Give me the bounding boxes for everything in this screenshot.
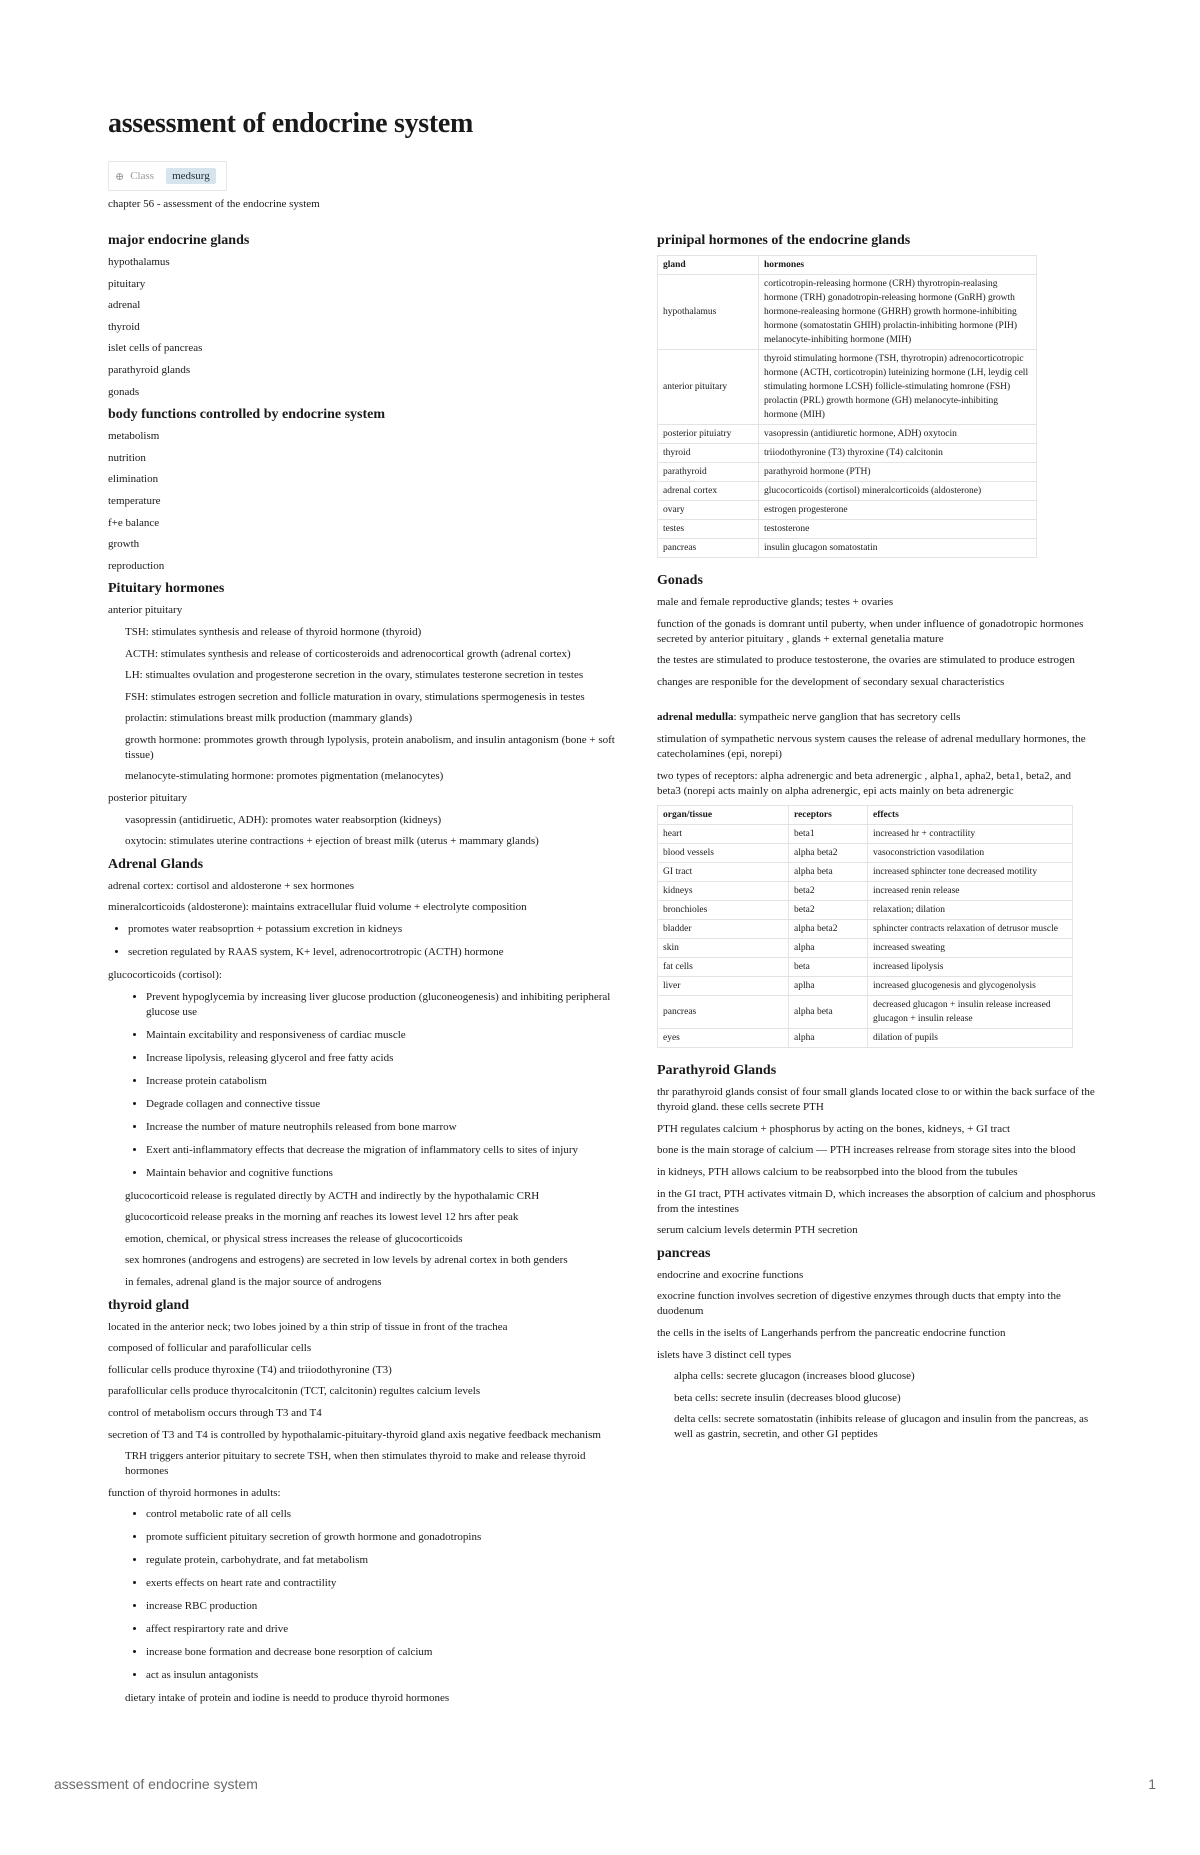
table-row (658, 501, 1037, 520)
paragraph (657, 710, 1097, 725)
table-row (658, 958, 1073, 977)
class-tag[interactable]: medsurg (166, 168, 216, 184)
indented-item: oxytocin: stimulates uterine contractions + ejection of breast milk (uterus + mammary glands) (125, 835, 539, 848)
table-row (658, 425, 1037, 444)
paragraph: function of the gonads is domrant until puberty, when under influence of gonadotropic hormones secreted by anterior pituitary , glands + external genetalia mature (657, 617, 1084, 645)
table-cell: aplha (789, 977, 868, 996)
paragraph: glucocorticoids (cortisol): (108, 969, 222, 982)
table-row (658, 520, 1037, 539)
table-cell: pancreas (658, 539, 759, 558)
chapter-subtitle: chapter 56 - assessment of the endocrine system (108, 198, 320, 210)
left-column (108, 229, 628, 1713)
indented-item: glucocorticoid release preaks in the morning anf reaches its lowest level 12 hrs after peak (125, 1211, 519, 1224)
table-cell: increased hr + contractility (868, 825, 1073, 844)
paragraph: changes are responible for the development of secondary sexual characteristics (657, 675, 1005, 688)
indented-item: beta cells: secrete insulin (decreases blood glucose) (674, 1391, 901, 1404)
section-heading: Parathyroid Glands (657, 1063, 777, 1079)
list-item: hypothalamus (108, 256, 170, 268)
table-row (658, 350, 1037, 425)
table-cell: beta2 (789, 882, 868, 901)
indented-item: dietary intake of protein and iodine is needd to produce thyroid hormones (125, 1692, 450, 1705)
right-column (657, 229, 1097, 1449)
paragraph: anterior pituitary (108, 604, 183, 617)
list-item: pituitary (108, 277, 146, 290)
indented-item: alpha cells: secrete glucagon (increases blood glucose) (674, 1370, 915, 1383)
list-item: nutrition (108, 451, 146, 464)
bullet-item: • Maintain excitability and responsiveness of cardiac muscle (146, 1028, 628, 1043)
section-heading: body functions controlled by endocrine system (108, 407, 386, 423)
table-cell: vasopressin (antidiuretic hormone, ADH) oxytocin (759, 425, 1037, 444)
table-cell: fat cells (658, 958, 789, 977)
table-cell: alpha beta (789, 996, 868, 1029)
table-cell: liver (658, 977, 789, 996)
bullet-item: • Prevent hypoglycemia by increasing liver glucose production (gluconeogenesis) and inhibiting peripheral glucose use (146, 990, 628, 1020)
indented-item: melanocyte-stimulating hormone: promotes pigmentation (melanocytes) (125, 770, 444, 783)
bullet-item: • Degrade collagen and connective tissue (146, 1097, 628, 1112)
bullet-list (108, 1507, 628, 1683)
page-number: 1 (1148, 1776, 1156, 1792)
indented-item: LH: stimualtes ovulation and progesterone secretion in the ovary, stimulates testerone secretion in testes (125, 669, 584, 682)
table-row (658, 482, 1037, 501)
column-header: hormones (759, 256, 1037, 275)
indented-item: glucocorticoid release is regulated directly by ACTH and indirectly by the hypothalamic CRH (125, 1189, 540, 1202)
table-cell: heart (658, 825, 789, 844)
page-title: assessment of endocrine system (108, 108, 474, 139)
paragraph: in kidneys, PTH allows calcium to be reabsorpbed into the blood from the tubules (657, 1165, 1018, 1178)
paragraph: in the GI tract, PTH activates vitmain D, which increases the absorption of calcium and phosphorus from the intestines (657, 1187, 1096, 1215)
section-heading: Pituitary hormones (108, 581, 225, 597)
indented-item: sex homrones (androgens and estrogens) are secreted in low levels by adrenal cortex in both genders (125, 1254, 568, 1267)
table-cell: increased lipolysis (868, 958, 1073, 977)
table-cell: testes (658, 520, 759, 539)
table-cell: posterior pituiatry (658, 425, 759, 444)
table-cell: eyes (658, 1029, 789, 1048)
adrenergic-receptors-table (657, 805, 1073, 1048)
section-heading: pancreas (657, 1245, 711, 1261)
table-header-row (658, 806, 1073, 825)
table-cell: parathyroid (658, 463, 759, 482)
indented-item: vasopressin (antidiruetic, ADH): promotes water reabsorption (kidneys) (125, 813, 442, 826)
table-cell: GI tract (658, 863, 789, 882)
column-header: receptors (789, 806, 868, 825)
bullet-item: • Increase the number of mature neutrophils released from bone marrow (146, 1120, 628, 1135)
list-item: growth (108, 538, 140, 551)
paragraph: secretion of T3 and T4 is controlled by hypothalamic-pituitary-thyroid gland axis negative feedback mechanism (108, 1428, 601, 1441)
paragraph: function of thyroid hormones in adults: (108, 1486, 281, 1499)
paragraph: male and female reproductive glands; testes + ovaries (657, 596, 894, 608)
table-row (658, 444, 1037, 463)
bullet-item: • promotes water reabsoprtion + potassium excretion in kidneys (128, 922, 628, 937)
indented-item: emotion, chemical, or physical stress increases the release of glucocorticoids (125, 1232, 463, 1245)
indented-item: ACTH: stimulates synthesis and release of corticosteroids and adrenocortical growth (adrenal cortex) (125, 647, 571, 660)
bullet-item: • increase bone formation and decrease bone resorption of calcium (146, 1645, 628, 1660)
spacer (657, 696, 1097, 710)
bullet-item: • regulate protein, carbohydrate, and fat metabolism (146, 1553, 628, 1568)
paragraph: adrenal cortex: cortisol and aldosterone + sex hormones (108, 879, 354, 892)
table-cell: decreased glucagon + insulin release increased glucagon + insulin release (868, 996, 1073, 1029)
list-item: islet cells of pancreas (108, 342, 203, 355)
table-row (658, 977, 1073, 996)
paragraph: composed of follicular and parafollicular cells (108, 1342, 312, 1355)
bullet-item: • Increase lipolysis, releasing glycerol and free fatty acids (146, 1051, 628, 1066)
table-cell: bronchioles (658, 901, 789, 920)
table-cell: testosterone (759, 520, 1037, 539)
table-cell: bladder (658, 920, 789, 939)
table-cell: ovary (658, 501, 759, 520)
paragraph: follicular cells produce thyroxine (T4) and triiodothyronine (T3) (108, 1363, 392, 1376)
indented-item: growth hormone: prommotes growth through lypolysis, protein anabolism, and insulin antagonism (bone + soft tissue) (125, 733, 615, 761)
section-heading: prinipal hormones of the endocrine glands (657, 233, 911, 248)
table-cell: blood vessels (658, 844, 789, 863)
paragraph: the cells in the iselts of Langerhands perfrom the pancreatic endocrine function (657, 1326, 1006, 1339)
table-cell: insulin glucagon somatostatin (759, 539, 1037, 558)
list-item: adrenal (108, 299, 141, 312)
indented-item: TRH triggers anterior pituitary to secrete TSH, when then stimulates thyroid to make and release thyroid hormones (125, 1450, 586, 1478)
indented-item: in females, adrenal gland is the major source of androgens (125, 1276, 382, 1288)
column-header: gland (658, 256, 759, 275)
table-row (658, 1029, 1073, 1048)
table-cell: thyroid stimulating hormone (TSH, thyrotropin) adrenocorticotropic hormone (ACTH, corticotropin) luteinizing hormone (LH, leydig cell stimulating hormone LCSH) follicle-stimulating homrone (FSH) prolactin (PRL) growth hormone (GH) melanocyte-inhibiting hormone (MIH) (759, 350, 1037, 425)
bullet-item: • affect respirartory rate and drive (146, 1622, 628, 1637)
paragraph: thr parathyroid glands consist of four small glands located close to or within the back surface of the thyroid gland. these cells secrete PTH (657, 1086, 1095, 1114)
table-cell: parathyroid hormone (PTH) (759, 463, 1037, 482)
paragraph: located in the anterior neck; two lobes joined by a thin strip of tissue in front of the trachea (108, 1320, 508, 1333)
paragraph: bone is the main storage of calcium — PTH increases relrease from storage sites into the blood (657, 1144, 1076, 1157)
paragraph: control of metabolism occurs through T3 and T4 (108, 1406, 322, 1419)
paragraph: serum calcium levels determin PTH secretion (657, 1224, 858, 1237)
indented-item: delta cells: secrete somatostatin (inhibits release of glucagon and insulin from the pancreas, as well as gastrin, secretin, and other GI peptides (674, 1413, 1089, 1441)
list-item: metabolism (108, 430, 160, 443)
list-item: reproduction (108, 559, 165, 572)
paragraph: exocrine function involves secretion of digestive enzymes through ducts that empty into the duodenum (657, 1290, 1061, 1318)
table-row (658, 463, 1037, 482)
term-definition: : sympatheic nerve ganglion that has secretory cells (733, 711, 961, 724)
table-row (658, 996, 1073, 1029)
table-cell: anterior pituitary (658, 350, 759, 425)
paragraph: PTH regulates calcium + phosphorus by acting on the bones, kidneys, + GI tract (657, 1122, 1011, 1135)
table-cell: alpha (789, 939, 868, 958)
table-cell: beta (789, 958, 868, 977)
paragraph: the testes are stimulated to produce testosterone, the ovaries are stimulated to produce estrogen (657, 654, 1075, 667)
paragraph: parafollicular cells produce thyrocalcitonin (TCT, calcitonin) regultes calcium levels (108, 1385, 481, 1398)
list-item: temperature (108, 494, 161, 507)
list-item: f+e balance (108, 516, 160, 529)
bullet-item: • act as insulun antagonists (146, 1668, 628, 1683)
table-cell: increased sphincter tone decreased motility (868, 863, 1073, 882)
table-cell: alpha beta2 (789, 920, 868, 939)
bullet-list (108, 922, 628, 960)
table-row (658, 863, 1073, 882)
indented-item: FSH: stimulates estrogen secretion and follicle maturation in ovary, stimulations spermogenesis in testes (125, 690, 585, 703)
table-cell: increased glucogenesis and glycogenolysis (868, 977, 1073, 996)
table-cell: increased renin release (868, 882, 1073, 901)
section-heading: Gonads (657, 573, 703, 588)
table-cell: relaxation; dilation (868, 901, 1073, 920)
column-header: organ/tissue (658, 806, 789, 825)
class-property[interactable] (108, 161, 227, 191)
bullet-item: • secretion regulated by RAAS system, K+ level, adrenocortrotropic (ACTH) hormone (128, 945, 628, 960)
table-cell: vasoconstriction vasodilation (868, 844, 1073, 863)
list-item: thyroid (108, 320, 140, 333)
section-heading: Adrenal Glands (108, 856, 204, 872)
bullet-item: • Increase protein catabolism (146, 1074, 628, 1089)
table-cell: beta1 (789, 825, 868, 844)
list-item: parathyroid glands (108, 363, 191, 376)
table-row (658, 825, 1073, 844)
table-row (658, 882, 1073, 901)
table-row (658, 920, 1073, 939)
indented-item: prolactin: stimulations breast milk production (mammary glands) (125, 712, 413, 725)
table-cell: dilation of pupils (868, 1029, 1073, 1048)
indented-item: TSH: stimulates synthesis and release of thyroid hormone (thyroid) (125, 625, 422, 638)
table-cell: thyroid (658, 444, 759, 463)
paragraph: islets have 3 distinct cell types (657, 1348, 792, 1361)
table-row (658, 539, 1037, 558)
table-row (658, 901, 1073, 920)
bullet-item: • exerts effects on heart rate and contractility (146, 1576, 628, 1591)
table-cell: alpha beta2 (789, 844, 868, 863)
list-item: elimination (108, 473, 159, 486)
table-cell: kidneys (658, 882, 789, 901)
table-cell: beta2 (789, 901, 868, 920)
table-cell: skin (658, 939, 789, 958)
table-cell: triiodothyronine (T3) thyroxine (T4) calcitonin (759, 444, 1037, 463)
bullet-item: • increase RBC production (146, 1599, 628, 1614)
table-header-row (658, 256, 1037, 275)
bullet-list (108, 990, 628, 1181)
table-cell: alpha (789, 1029, 868, 1048)
property-name: Class (130, 170, 155, 182)
footer-title: assessment of endocrine system (54, 1776, 258, 1792)
paragraph: posterior pituitary (108, 792, 188, 805)
paragraph: mineralcorticoids (aldosterone): maintains extracellular fluid volume + electrolyte composition (108, 901, 527, 914)
paragraph: stimulation of sympathetic nervous system causes the release of adrenal medullary hormones, the catecholamines (epi, norepi) (657, 732, 1086, 760)
table-cell: adrenal cortex (658, 482, 759, 501)
table-cell: increased sweating (868, 939, 1073, 958)
table-cell: glucocorticoids (cortisol) mineralcorticoids (aldosterone) (759, 482, 1037, 501)
table-cell: alpha beta (789, 863, 868, 882)
circle-plus-icon: ⊕ (115, 170, 125, 183)
bullet-item: • Exert anti-inflammatory effects that decrease the migration of inflammatory cells to sites of injury (146, 1143, 628, 1158)
paragraph: two types of receptors: alpha adrenergic and beta adrenergic , alpha1, apha2, beta1, beta2, and beta3 (norepi acts mainly on alpha adrenergic, epi acts mainly on beta adrenergic (657, 769, 1072, 797)
table-cell: estrogen progesterone (759, 501, 1037, 520)
table-row (658, 844, 1073, 863)
table-cell: corticotropin-releasing hormone (CRH) thyrotropin-realasing hormone (TRH) gonadotropin-releasing hormone (GnRH) growth hormone-realeasing hormone (GHRH) growth hormone-inhibiting hormone (somatostatin GHIH) prolactin-inhibiting hormone (PIH) melanocyte-inhibiting hormone (MIH) (759, 275, 1037, 350)
table-cell: hypothalamus (658, 275, 759, 350)
table-cell: sphincter contracts relaxation of detrusor muscle (868, 920, 1073, 939)
list-item: gonads (108, 385, 140, 398)
bullet-item: • promote sufficient pituitary secretion of growth hormone and gonadotropins (146, 1530, 628, 1545)
table-row (658, 275, 1037, 350)
principal-hormones-table (657, 255, 1037, 558)
bullet-item: • Maintain behavior and cognitive functions (146, 1166, 628, 1181)
column-header: effects (868, 806, 1073, 825)
table-cell: pancreas (658, 996, 789, 1029)
section-heading: major endocrine glands (108, 233, 250, 248)
bold-term: adrenal medulla (657, 711, 734, 724)
bullet-item: • control metabolic rate of all cells (146, 1507, 628, 1522)
table-row (658, 939, 1073, 958)
paragraph: endocrine and exocrine functions (657, 1268, 804, 1281)
section-heading: thyroid gland (108, 1297, 190, 1313)
